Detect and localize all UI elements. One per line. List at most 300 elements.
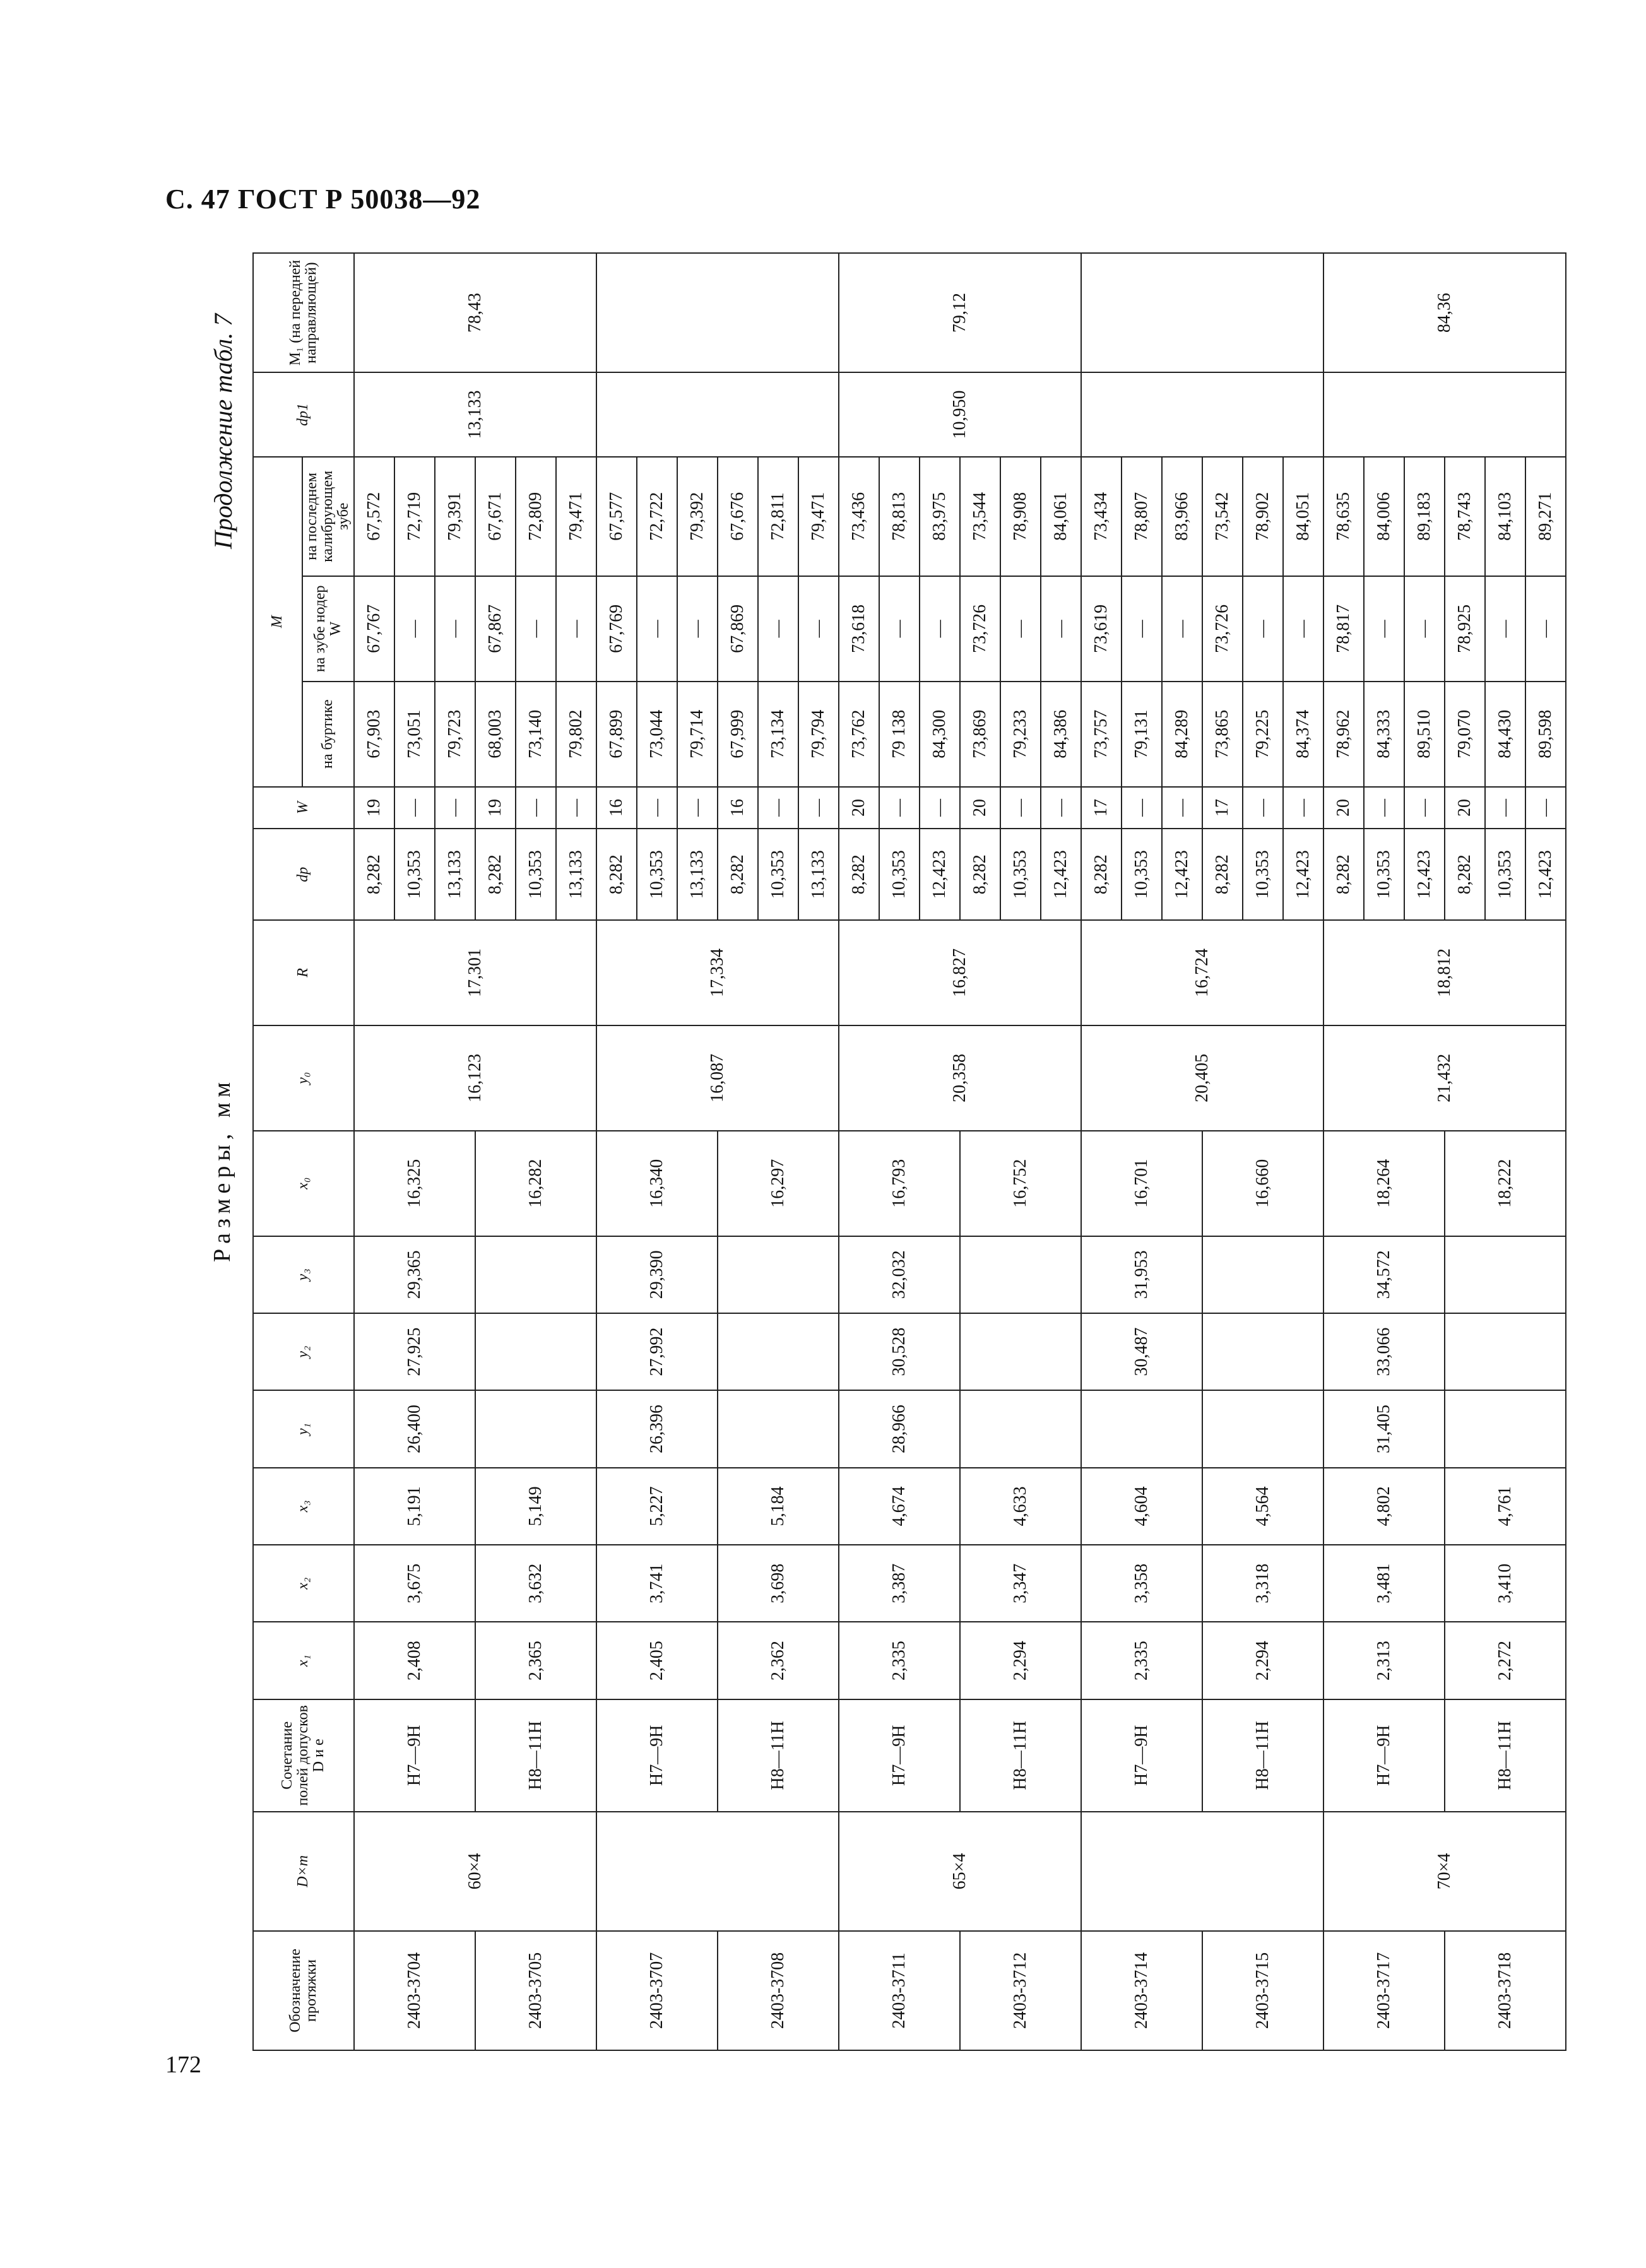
cell-y3 <box>960 1236 1081 1313</box>
cell-m-posled: 72,809 <box>516 457 556 576</box>
header-m: M <box>253 457 302 787</box>
cell-r: 17,301 <box>354 920 596 1025</box>
cell-w: — <box>1041 787 1081 829</box>
cell-m-posled: 78,908 <box>1000 457 1041 576</box>
cell-x0: 18,222 <box>1445 1131 1566 1236</box>
cell-m-posled: 78,807 <box>1122 457 1162 576</box>
cell-dp: 12,423 <box>920 829 960 920</box>
cell-m-posled: 73,434 <box>1081 457 1122 576</box>
cell-m1 <box>596 253 839 372</box>
cell-r: 16,827 <box>839 920 1081 1025</box>
cell-w: — <box>1364 787 1404 829</box>
cell-m-posled: 73,542 <box>1202 457 1243 576</box>
cell-x3: 5,227 <box>596 1468 718 1545</box>
cell-y2: 30,487 <box>1081 1313 1202 1390</box>
cell-dp: 13,133 <box>435 829 475 920</box>
cell-m-burtik: 84,386 <box>1041 682 1081 787</box>
cell-m-posled: 78,635 <box>1323 457 1364 576</box>
cell-m-zube: — <box>1485 576 1525 682</box>
cell-m-posled: 89,271 <box>1525 457 1566 576</box>
table-row <box>718 253 758 2050</box>
cell-m-posled: 79,391 <box>435 457 475 576</box>
cell-y3 <box>475 1236 596 1313</box>
cell-m-zube: — <box>1122 576 1162 682</box>
cell-dp: 8,282 <box>596 829 637 920</box>
cell-m-burtik: 67,899 <box>596 682 637 787</box>
cell-dp1 <box>596 372 839 457</box>
cell-x3: 4,633 <box>960 1468 1081 1545</box>
cell-r: 18,812 <box>1323 920 1566 1025</box>
cell-m-zube: — <box>435 576 475 682</box>
table-row <box>354 253 394 2050</box>
cell-r: 16,724 <box>1081 920 1323 1025</box>
cell-x3: 5,149 <box>475 1468 596 1545</box>
cell-y1 <box>1081 1390 1202 1467</box>
cell-m-posled: 78,743 <box>1445 457 1485 576</box>
cell-dp: 8,282 <box>1445 829 1485 920</box>
cell-x1: 2,294 <box>960 1622 1081 1699</box>
cell-x0: 16,282 <box>475 1131 596 1236</box>
cell-dp: 10,353 <box>394 829 435 920</box>
cell-m-burtik: 84,430 <box>1485 682 1525 787</box>
cell-dp1: 13,133 <box>354 372 596 457</box>
cell-x2: 3,387 <box>839 1545 960 1622</box>
cell-x1: 2,335 <box>1081 1622 1202 1699</box>
header-x2: x₂ <box>253 1545 354 1622</box>
cell-dp: 13,133 <box>798 829 839 920</box>
cell-y3 <box>1202 1236 1323 1313</box>
cell-dp: 13,133 <box>556 829 596 920</box>
page-number: 172 <box>165 2052 201 2078</box>
cell-dp: 8,282 <box>475 829 516 920</box>
cell-m-posled: 84,061 <box>1041 457 1081 576</box>
cell-dp: 8,282 <box>1081 829 1122 920</box>
cell-x1: 2,405 <box>596 1622 718 1699</box>
cell-m-zube: — <box>1162 576 1202 682</box>
cell-dp: 10,353 <box>758 829 798 920</box>
cell-x1: 2,294 <box>1202 1622 1323 1699</box>
table-row <box>1445 253 1485 2050</box>
cell-dp: 10,353 <box>879 829 920 920</box>
table-subtitle: Размеры, мм <box>209 1077 235 1262</box>
cell-y0: 16,087 <box>596 1025 839 1131</box>
cell-w: — <box>798 787 839 829</box>
cell-m-burtik: 84,374 <box>1283 682 1323 787</box>
header-designation: Обозначение протяжки <box>253 1931 354 2050</box>
cell-x2: 3,632 <box>475 1545 596 1622</box>
cell-m-posled: 72,719 <box>394 457 435 576</box>
cell-y1: 28,966 <box>839 1390 960 1467</box>
cell-y2 <box>960 1313 1081 1390</box>
cell-w: — <box>1485 787 1525 829</box>
table-row <box>839 253 879 2050</box>
cell-m-burtik: 67,903 <box>354 682 394 787</box>
cell-w: — <box>1404 787 1445 829</box>
cell-x2: 3,358 <box>1081 1545 1202 1622</box>
cell-x1: 2,408 <box>354 1622 475 1699</box>
header-dp1: dp1 <box>253 372 354 457</box>
header-y3: y₃ <box>253 1236 354 1313</box>
cell-m-zube: 73,726 <box>1202 576 1243 682</box>
cell-m-posled: 67,676 <box>718 457 758 576</box>
cell-x2: 3,481 <box>1323 1545 1445 1622</box>
header-tolerance: Сочетание полей допусков D и e <box>253 1699 354 1812</box>
cell-y2: 27,992 <box>596 1313 718 1390</box>
cell-y0: 16,123 <box>354 1025 596 1131</box>
cell-x2: 3,318 <box>1202 1545 1323 1622</box>
cell-tolerance: H7—9H <box>839 1699 960 1812</box>
cell-dp1 <box>1081 372 1323 457</box>
cell-m1: 79,12 <box>839 253 1081 372</box>
cell-dp: 13,133 <box>677 829 718 920</box>
cell-x2: 3,347 <box>960 1545 1081 1622</box>
cell-m-burtik: 79,723 <box>435 682 475 787</box>
cell-m-burtik: 79,794 <box>798 682 839 787</box>
cell-m-burtik: 84,300 <box>920 682 960 787</box>
cell-tolerance: H8—11H <box>1202 1699 1323 1812</box>
table-caption: Продолжение табл. 7 <box>209 313 237 549</box>
cell-w: — <box>1162 787 1202 829</box>
header-x1: x₁ <box>253 1622 354 1699</box>
header-x0: x₀ <box>253 1131 354 1236</box>
cell-y3 <box>1445 1236 1566 1313</box>
cell-tolerance: H8—11H <box>718 1699 839 1812</box>
cell-dp: 8,282 <box>354 829 394 920</box>
cell-m-burtik: 67,999 <box>718 682 758 787</box>
cell-dp: 12,423 <box>1162 829 1202 920</box>
cell-m-burtik: 79,233 <box>1000 682 1041 787</box>
cell-x2: 3,410 <box>1445 1545 1566 1622</box>
cell-m-zube: 78,817 <box>1323 576 1364 682</box>
cell-x0: 16,660 <box>1202 1131 1323 1236</box>
cell-m1 <box>1081 253 1323 372</box>
cell-m-zube: — <box>920 576 960 682</box>
cell-m-zube: — <box>798 576 839 682</box>
cell-m-zube: — <box>758 576 798 682</box>
cell-x2: 3,675 <box>354 1545 475 1622</box>
cell-dxm: 60×4 <box>354 1812 596 1931</box>
cell-w: — <box>435 787 475 829</box>
cell-m-zube: — <box>394 576 435 682</box>
cell-dp: 8,282 <box>960 829 1000 920</box>
cell-dp1: 10,950 <box>839 372 1081 457</box>
cell-w: 20 <box>839 787 879 829</box>
header-m-zube: на зубе нодер W <box>302 576 354 682</box>
cell-x0: 18,264 <box>1323 1131 1445 1236</box>
cell-m-burtik: 73,865 <box>1202 682 1243 787</box>
cell-m-posled: 79,471 <box>556 457 596 576</box>
cell-y1 <box>1445 1390 1566 1467</box>
cell-dxm: 65×4 <box>839 1812 1081 1931</box>
cell-y3: 34,572 <box>1323 1236 1445 1313</box>
cell-dp1 <box>1323 372 1566 457</box>
table-row <box>1202 253 1243 2050</box>
cell-dxm <box>1081 1812 1323 1931</box>
cell-x1: 2,362 <box>718 1622 839 1699</box>
cell-m-burtik: 79,131 <box>1122 682 1162 787</box>
header-m-posled: на последнем калибрующем зубе <box>302 457 354 576</box>
cell-designation: 2403-3707 <box>596 1931 718 2050</box>
cell-w: — <box>758 787 798 829</box>
cell-dp: 8,282 <box>1323 829 1364 920</box>
cell-y2: 27,925 <box>354 1313 475 1390</box>
cell-m-posled: 72,722 <box>637 457 677 576</box>
cell-m-burtik: 73,869 <box>960 682 1000 787</box>
cell-w: — <box>556 787 596 829</box>
header-w: W <box>253 787 354 829</box>
header-y1: y₁ <box>253 1390 354 1467</box>
cell-y0: 20,358 <box>839 1025 1081 1131</box>
cell-x3: 5,184 <box>718 1468 839 1545</box>
cell-w: 19 <box>475 787 516 829</box>
cell-m-zube: 67,767 <box>354 576 394 682</box>
cell-dp: 12,423 <box>1041 829 1081 920</box>
cell-m-zube: — <box>1000 576 1041 682</box>
cell-m-burtik: 79,802 <box>556 682 596 787</box>
cell-dp: 12,423 <box>1404 829 1445 920</box>
cell-designation: 2403-3704 <box>354 1931 475 2050</box>
cell-w: — <box>637 787 677 829</box>
cell-tolerance: H7—9H <box>596 1699 718 1812</box>
cell-x1: 2,335 <box>839 1622 960 1699</box>
header-dp: dp <box>253 829 354 920</box>
cell-x3: 4,761 <box>1445 1468 1566 1545</box>
cell-x3: 4,604 <box>1081 1468 1202 1545</box>
cell-m-posled: 67,577 <box>596 457 637 576</box>
dimensions-table <box>252 252 1566 2051</box>
cell-y3: 31,953 <box>1081 1236 1202 1313</box>
cell-y2: 33,066 <box>1323 1313 1445 1390</box>
header-r: R <box>253 920 354 1025</box>
cell-designation: 2403-3711 <box>839 1931 960 2050</box>
cell-dp: 10,353 <box>637 829 677 920</box>
cell-w: 17 <box>1081 787 1122 829</box>
cell-m-burtik: 73,051 <box>394 682 435 787</box>
header-dxm: D×m <box>253 1812 354 1931</box>
cell-m-zube: — <box>677 576 718 682</box>
table-row <box>1323 253 1364 2050</box>
cell-tolerance: H8—11H <box>960 1699 1081 1812</box>
cell-m-zube: 67,867 <box>475 576 516 682</box>
cell-m-zube: — <box>1243 576 1283 682</box>
cell-r: 17,334 <box>596 920 839 1025</box>
cell-m-burtik: 79,714 <box>677 682 718 787</box>
cell-dp: 8,282 <box>1202 829 1243 920</box>
cell-m-posled: 67,671 <box>475 457 516 576</box>
cell-dp: 10,353 <box>516 829 556 920</box>
cell-w: 16 <box>596 787 637 829</box>
cell-y0: 20,405 <box>1081 1025 1323 1131</box>
cell-w: 20 <box>1323 787 1364 829</box>
cell-m-posled: 79,392 <box>677 457 718 576</box>
cell-designation: 2403-3717 <box>1323 1931 1445 2050</box>
cell-x2: 3,741 <box>596 1545 718 1622</box>
cell-designation: 2403-3712 <box>960 1931 1081 2050</box>
cell-w: — <box>1283 787 1323 829</box>
rotated-table-area <box>208 252 1555 2051</box>
cell-dp: 10,353 <box>1243 829 1283 920</box>
cell-y2: 30,528 <box>839 1313 960 1390</box>
cell-x3: 4,674 <box>839 1468 960 1545</box>
cell-dp: 8,282 <box>839 829 879 920</box>
cell-y1 <box>718 1390 839 1467</box>
cell-y0: 21,432 <box>1323 1025 1566 1131</box>
cell-m-zube: — <box>516 576 556 682</box>
cell-designation: 2403-3715 <box>1202 1931 1323 2050</box>
cell-dp: 10,353 <box>1122 829 1162 920</box>
cell-m-burtik: 73,044 <box>637 682 677 787</box>
cell-y3 <box>718 1236 839 1313</box>
cell-dp: 8,282 <box>718 829 758 920</box>
cell-m-burtik: 79,225 <box>1243 682 1283 787</box>
cell-w: — <box>1000 787 1041 829</box>
cell-m-posled: 84,103 <box>1485 457 1525 576</box>
cell-x3: 4,802 <box>1323 1468 1445 1545</box>
cell-w: 16 <box>718 787 758 829</box>
cell-w: — <box>1122 787 1162 829</box>
cell-m-posled: 78,813 <box>879 457 920 576</box>
cell-w: 20 <box>1445 787 1485 829</box>
header-x3: x₃ <box>253 1468 354 1545</box>
cell-m-burtik: 68,003 <box>475 682 516 787</box>
cell-x0: 16,340 <box>596 1131 718 1236</box>
cell-tolerance: H8—11H <box>1445 1699 1566 1812</box>
cell-m-zube: 73,726 <box>960 576 1000 682</box>
cell-y3: 29,390 <box>596 1236 718 1313</box>
cell-y1 <box>1202 1390 1323 1467</box>
cell-dp: 10,353 <box>1000 829 1041 920</box>
cell-tolerance: H8—11H <box>475 1699 596 1812</box>
cell-m-burtik: 84,289 <box>1162 682 1202 787</box>
cell-m-zube: — <box>637 576 677 682</box>
cell-y1 <box>960 1390 1081 1467</box>
cell-x1: 2,365 <box>475 1622 596 1699</box>
table-row <box>596 253 637 2050</box>
cell-m-zube: — <box>1364 576 1404 682</box>
cell-w: — <box>677 787 718 829</box>
cell-x1: 2,272 <box>1445 1622 1566 1699</box>
cell-tolerance: H7—9H <box>354 1699 475 1812</box>
cell-m-burtik: 84,333 <box>1364 682 1404 787</box>
cell-w: 17 <box>1202 787 1243 829</box>
cell-y2 <box>1202 1313 1323 1390</box>
cell-x2: 3,698 <box>718 1545 839 1622</box>
cell-designation: 2403-3714 <box>1081 1931 1202 2050</box>
cell-w: — <box>879 787 920 829</box>
cell-m-posled: 72,811 <box>758 457 798 576</box>
cell-y1: 26,400 <box>354 1390 475 1467</box>
cell-dxm: 70×4 <box>1323 1812 1566 1931</box>
cell-y2 <box>475 1313 596 1390</box>
cell-m-zube: 67,769 <box>596 576 637 682</box>
cell-w: — <box>394 787 435 829</box>
cell-m-burtik: 89,598 <box>1525 682 1566 787</box>
cell-designation: 2403-3718 <box>1445 1931 1566 2050</box>
header-m-burtik: на буртике <box>302 682 354 787</box>
table-row <box>960 253 1000 2050</box>
cell-w: 19 <box>354 787 394 829</box>
cell-m-posled: 89,183 <box>1404 457 1445 576</box>
header-m1: M₁ (на передней направляющей) <box>253 253 354 372</box>
cell-m-posled: 83,975 <box>920 457 960 576</box>
header-y2: y₂ <box>253 1313 354 1390</box>
cell-designation: 2403-3705 <box>475 1931 596 2050</box>
cell-x3: 5,191 <box>354 1468 475 1545</box>
cell-m-zube: — <box>1283 576 1323 682</box>
cell-m-burtik: 78,962 <box>1323 682 1364 787</box>
cell-y3: 29,365 <box>354 1236 475 1313</box>
cell-tolerance: H7—9H <box>1081 1699 1202 1812</box>
cell-x1: 2,313 <box>1323 1622 1445 1699</box>
cell-x0: 16,325 <box>354 1131 475 1236</box>
cell-m-burtik: 73,134 <box>758 682 798 787</box>
cell-m-posled: 73,544 <box>960 457 1000 576</box>
cell-w: — <box>920 787 960 829</box>
cell-m-posled: 83,966 <box>1162 457 1202 576</box>
cell-x3: 4,564 <box>1202 1468 1323 1545</box>
cell-m-burtik: 79 138 <box>879 682 920 787</box>
cell-designation: 2403-3708 <box>718 1931 839 2050</box>
cell-y2 <box>1445 1313 1566 1390</box>
cell-m-posled: 84,006 <box>1364 457 1404 576</box>
cell-x0: 16,793 <box>839 1131 960 1236</box>
cell-m-zube: 73,619 <box>1081 576 1122 682</box>
cell-m-zube: — <box>1041 576 1081 682</box>
cell-dp: 10,353 <box>1485 829 1525 920</box>
page-header: С. 47 ГОСТ Р 50038—92 <box>165 184 481 215</box>
cell-dp: 12,423 <box>1525 829 1566 920</box>
header-y0: y₀ <box>253 1025 354 1131</box>
cell-m-posled: 79,471 <box>798 457 839 576</box>
cell-dp: 10,353 <box>1364 829 1404 920</box>
cell-m-burtik: 79,070 <box>1445 682 1485 787</box>
cell-y3: 32,032 <box>839 1236 960 1313</box>
cell-m-zube: — <box>1404 576 1445 682</box>
cell-dp: 12,423 <box>1283 829 1323 920</box>
cell-w: — <box>1243 787 1283 829</box>
cell-m-burtik: 73,140 <box>516 682 556 787</box>
cell-m-burtik: 73,757 <box>1081 682 1122 787</box>
cell-x0: 16,752 <box>960 1131 1081 1236</box>
cell-m-zube: 73,618 <box>839 576 879 682</box>
cell-m-zube: — <box>1525 576 1566 682</box>
cell-w: 20 <box>960 787 1000 829</box>
cell-m-burtik: 89,510 <box>1404 682 1445 787</box>
cell-m-zube: 67,869 <box>718 576 758 682</box>
cell-m-posled: 67,572 <box>354 457 394 576</box>
cell-y1 <box>475 1390 596 1467</box>
cell-m1: 78,43 <box>354 253 596 372</box>
cell-m-posled: 84,051 <box>1283 457 1323 576</box>
table-row <box>1081 253 1122 2050</box>
table-body <box>354 253 1566 2050</box>
cell-x0: 16,701 <box>1081 1131 1202 1236</box>
cell-m-burtik: 73,762 <box>839 682 879 787</box>
cell-m-zube: — <box>556 576 596 682</box>
cell-tolerance: H7—9H <box>1323 1699 1445 1812</box>
cell-m-zube: — <box>879 576 920 682</box>
cell-m-posled: 73,436 <box>839 457 879 576</box>
cell-m-posled: 78,902 <box>1243 457 1283 576</box>
cell-w: — <box>1525 787 1566 829</box>
cell-y1: 26,396 <box>596 1390 718 1467</box>
cell-dxm <box>596 1812 839 1931</box>
cell-x0: 16,297 <box>718 1131 839 1236</box>
cell-y1: 31,405 <box>1323 1390 1445 1467</box>
table-row <box>475 253 516 2050</box>
cell-m-zube: 78,925 <box>1445 576 1485 682</box>
cell-m1: 84,36 <box>1323 253 1566 372</box>
